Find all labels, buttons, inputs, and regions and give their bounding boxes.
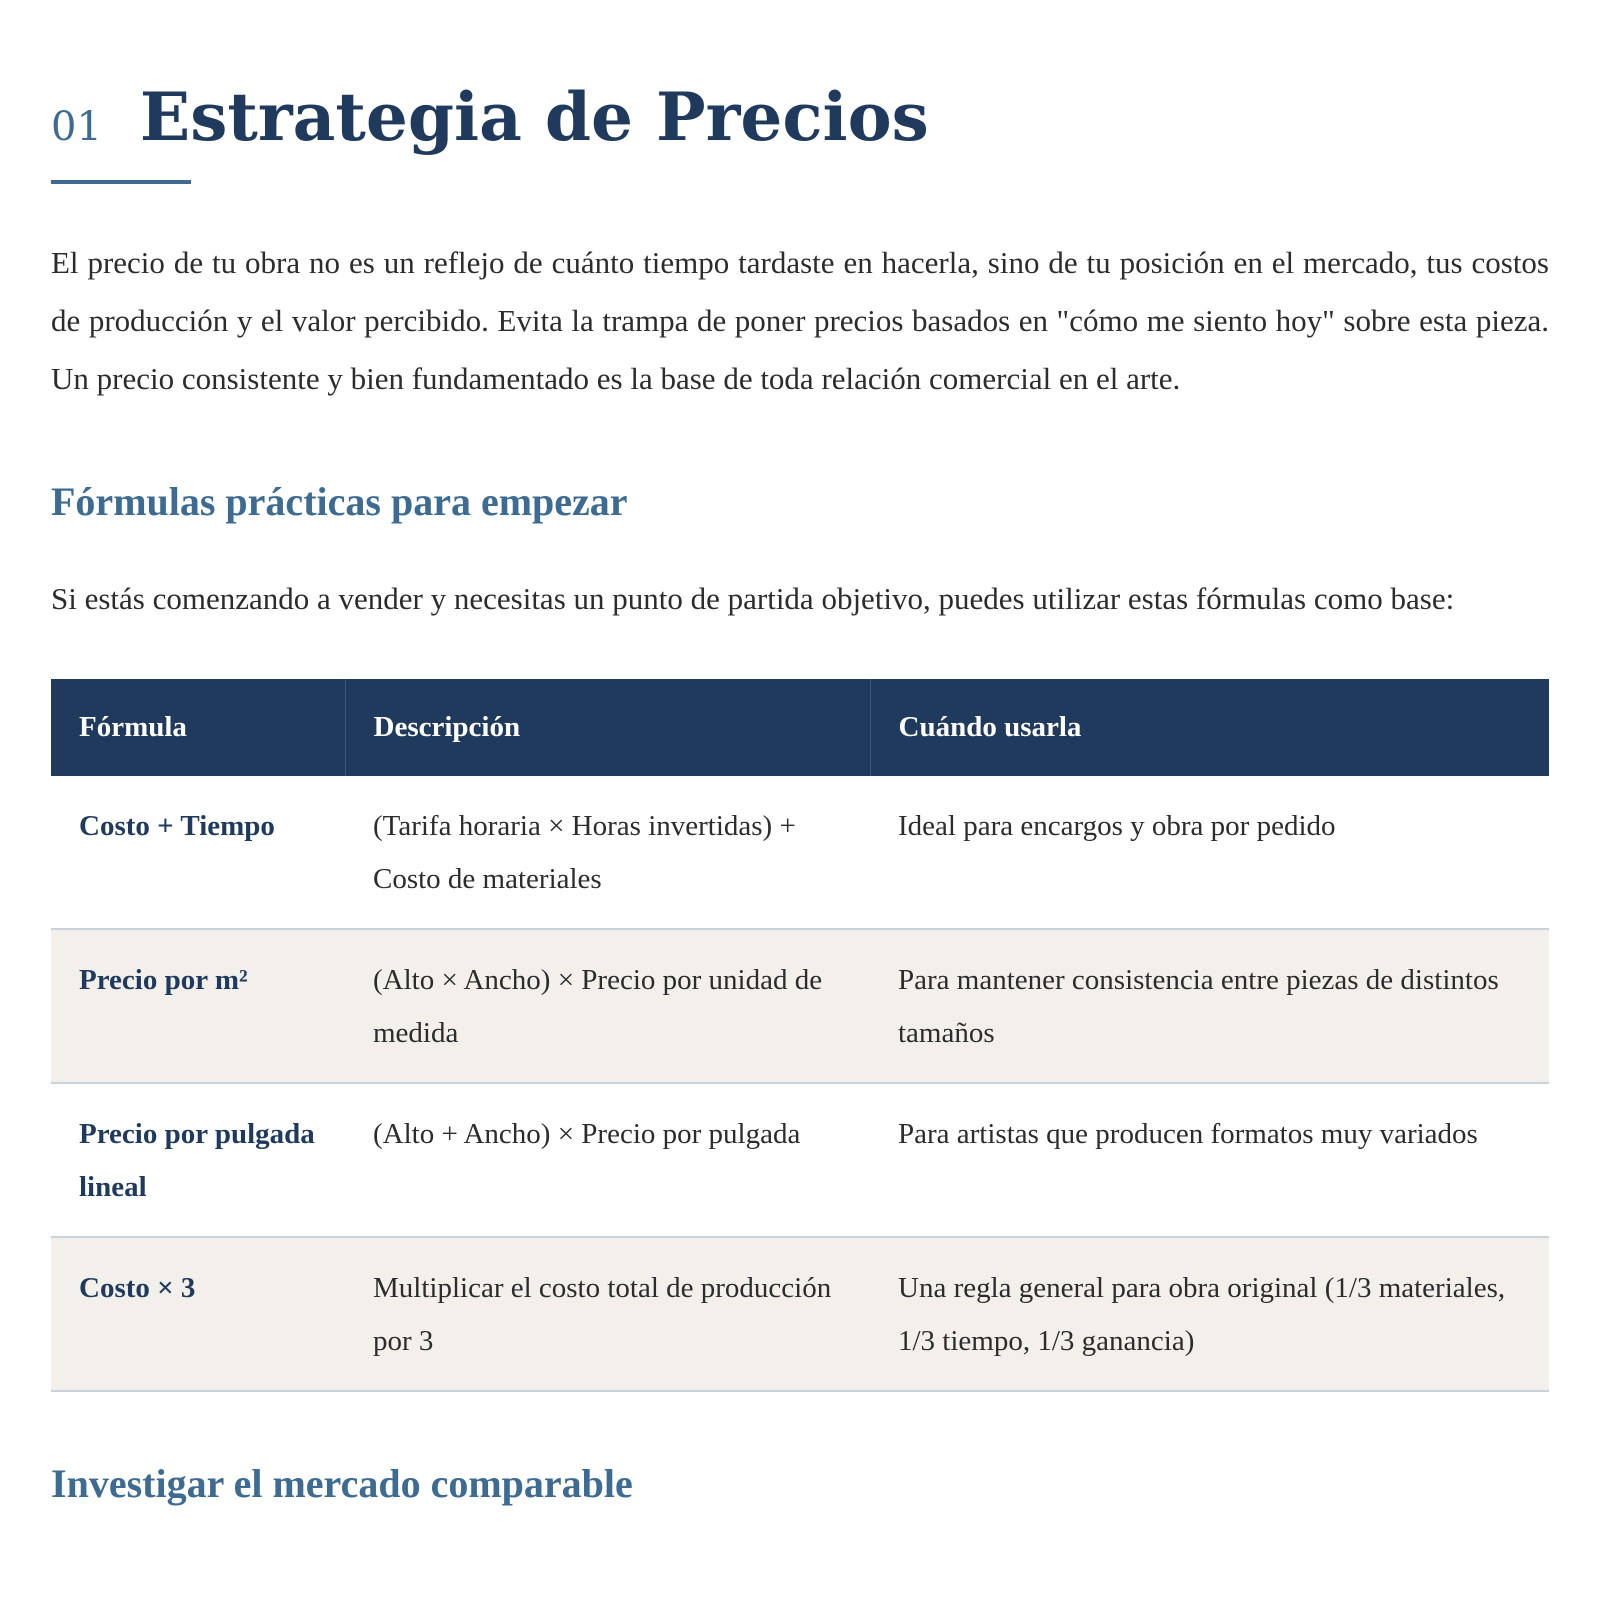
intro-paragraph: El precio de tu obra no es un reflejo de cuánto tiempo tardaste en hacerla, sino de tu posición en el mercado, tus costos de producción y el valor percibido. Evita la trampa de poner precios basados en "cómo me siento hoy" sobre esta pieza. Un precio consistente y bien fundamentado es la base de toda relación comercial en el arte. <box>51 244 1549 396</box>
formula-usage-cell: Ideal para encargos y obra por pedido <box>870 776 1549 929</box>
formula-description-cell: (Tarifa horaria × Horas invertidas) + Costo de materiales <box>345 776 870 929</box>
section-heading <box>51 0 1549 156</box>
column-header-description: Descripción <box>345 679 870 776</box>
formula-description-cell: (Alto × Ancho) × Precio por unidad de medida <box>345 929 870 1083</box>
section-number: 01 <box>51 104 102 150</box>
formula-description-cell: Multiplicar el costo total de producción por 3 <box>345 1237 870 1391</box>
page-title: Estrategia de Precios <box>139 78 929 156</box>
formulas-heading: Fórmulas prácticas para empezar <box>51 478 628 524</box>
formulas-lead-paragraph: Si estás comenzando a vender y necesitas un punto de partida objetivo, puedes utilizar estas fórmulas como base: <box>51 580 1455 616</box>
formula-name-cell: Costo + Tiempo <box>51 776 345 929</box>
table-row <box>51 1083 1549 1237</box>
column-header-formula: Fórmula <box>51 679 345 776</box>
market-research-heading: Investigar el mercado comparable <box>51 1460 633 1506</box>
column-header-when: Cuándo usarla <box>870 679 1549 776</box>
title-underline <box>51 180 191 184</box>
table-row <box>51 929 1549 1083</box>
table-row <box>51 776 1549 929</box>
formula-name-cell: Costo × 3 <box>51 1237 345 1391</box>
formula-usage-cell: Una regla general para obra original (1/3 materiales, 1/3 tiempo, 1/3 ganancia) <box>870 1237 1549 1391</box>
formula-usage-cell: Para artistas que producen formatos muy variados <box>870 1083 1549 1237</box>
formula-usage-cell: Para mantener consistencia entre piezas de distintos tamaños <box>870 929 1549 1083</box>
formula-description-cell: (Alto + Ancho) × Precio por pulgada <box>345 1083 870 1237</box>
formulas-table <box>51 679 1549 1392</box>
table-row <box>51 1237 1549 1391</box>
formula-name-cell: Precio por pulgada lineal <box>51 1083 345 1237</box>
formula-name-cell: Precio por m² <box>51 929 345 1083</box>
table-header-row <box>51 679 1549 776</box>
